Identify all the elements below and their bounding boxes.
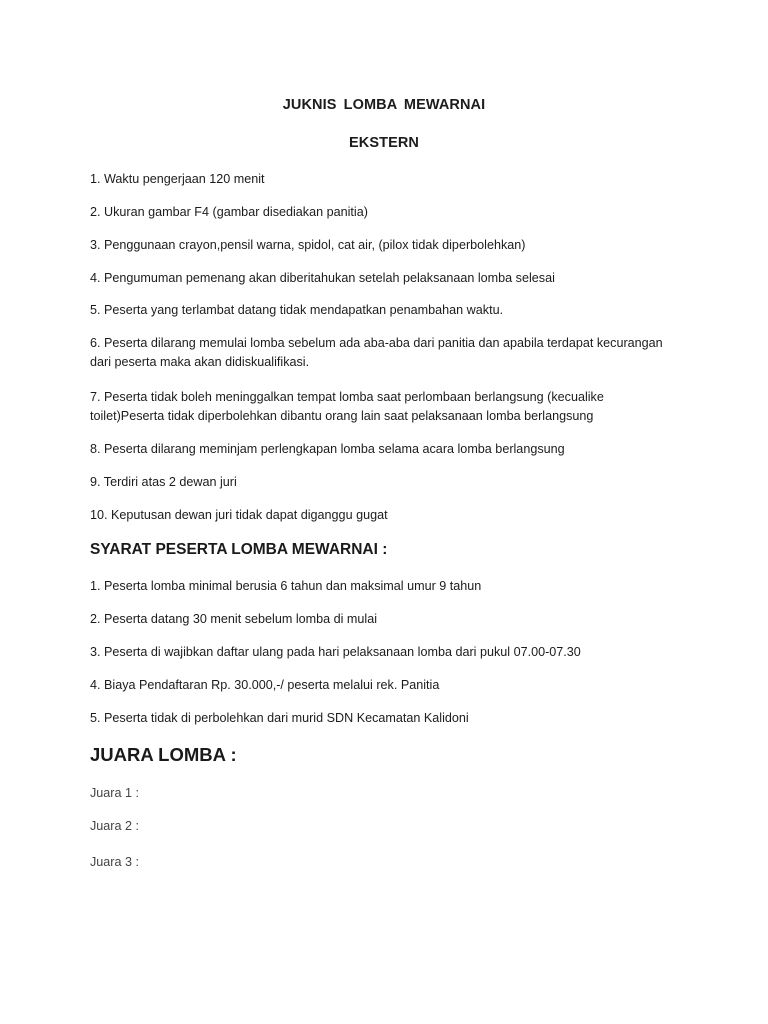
juara-line: Juara 3 : [90, 855, 140, 869]
rule-item: 10. Keputusan dewan juri tidak dapat diganggu gugat [90, 508, 388, 522]
rule-item: 2. Ukuran gambar F4 (gambar disediakan panitia) [90, 205, 368, 219]
rule-item: 9. Terdiri atas 2 dewan juri [90, 475, 237, 489]
rule-item: 1. Waktu pengerjaan 120 menit [90, 172, 265, 186]
syarat-item: 2. Peserta datang 30 menit sebelum lomba di mulai [90, 612, 378, 626]
rule-item: 3. Penggunaan crayon,pensil warna, spidol, cat air, (pilox tidak diperbolehkan) [90, 238, 526, 252]
document-subtitle: EKSTERN [349, 135, 419, 151]
syarat-item: 1. Peserta lomba minimal berusia 6 tahun dan maksimal umur 9 tahun [90, 579, 482, 593]
juara-line: Juara 2 : [90, 819, 140, 833]
rule-item: 7. Peserta tidak boleh meninggalkan tempat lomba saat perlombaan berlangsung (kecualike toilet)Peserta tidak diperbolehkan dibantu orang lain saat pelaksanaan lomba berlangsung [90, 390, 604, 423]
rule-item: 5. Peserta yang terlambat datang tidak mendapatkan penambahan waktu. [90, 303, 504, 317]
rule-item: 6. Peserta dilarang memulai lomba sebelum ada aba-aba dari panitia dan apabila terdapat kecurangan dari peserta maka akan didiskualifikasi. [90, 336, 663, 369]
rule-item: 4. Pengumuman pemenang akan diberitahukan setelah pelaksanaan lomba selesai [90, 271, 555, 285]
rule-item: 8. Peserta dilarang meminjam perlengkapan lomba selama acara lomba berlangsung [90, 442, 565, 456]
syarat-item: 5. Peserta tidak di perbolehkan dari murid SDN Kecamatan Kalidoni [90, 711, 469, 725]
syarat-item: 3. Peserta di wajibkan daftar ulang pada hari pelaksanaan lomba dari pukul 07.00-07.30 [90, 645, 581, 659]
document-title: JUKNIS LOMBA MEWARNAI [282, 97, 486, 113]
syarat-heading: SYARAT PESERTA LOMBA MEWARNAI : [90, 541, 388, 558]
juara-heading: JUARA LOMBA : [90, 744, 237, 765]
syarat-item: 4. Biaya Pendaftaran Rp. 30.000,-/ peserta melalui rek. Panitia [90, 678, 440, 692]
juara-line: Juara 1 : [90, 786, 140, 800]
